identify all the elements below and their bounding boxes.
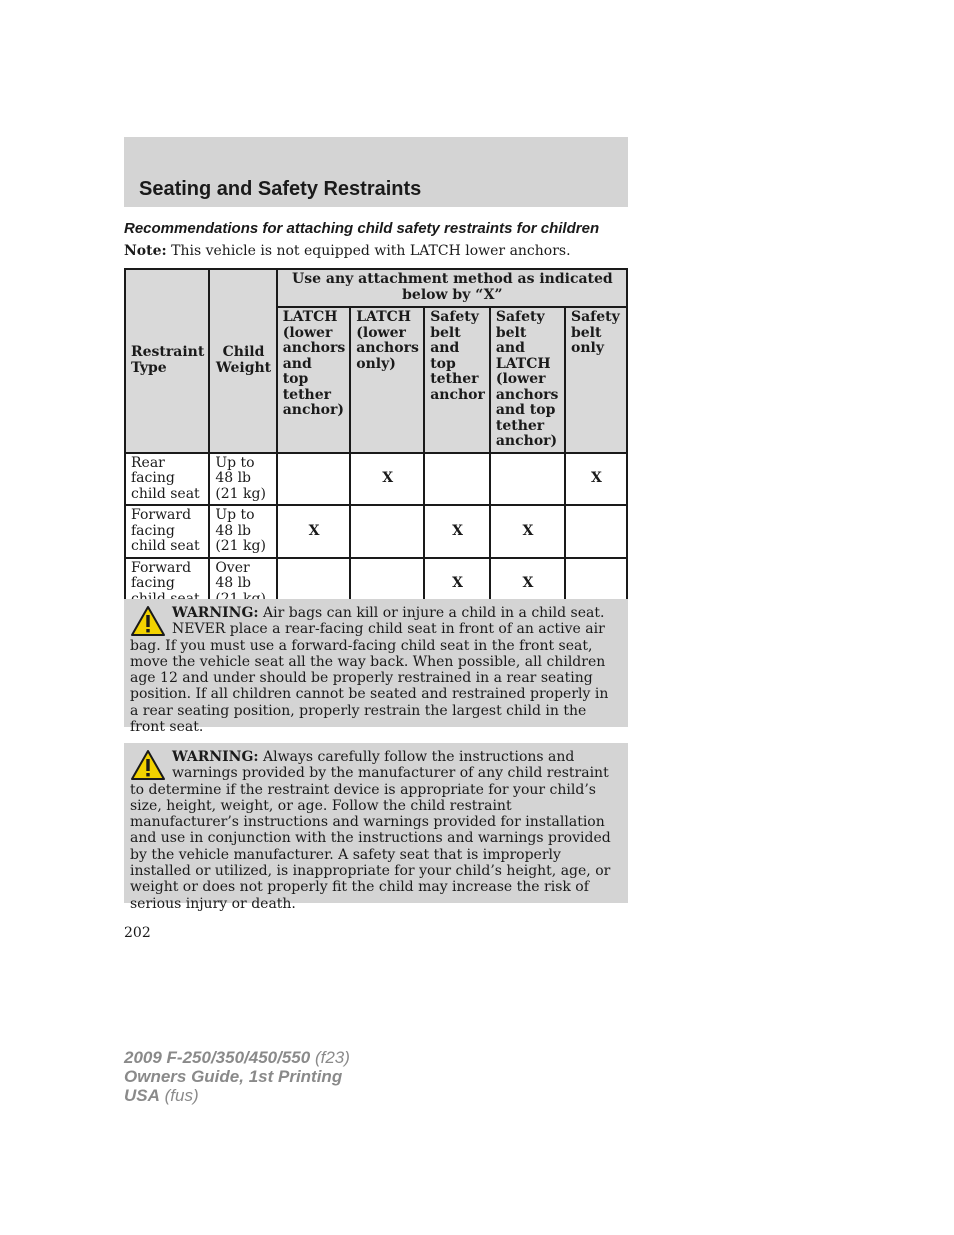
cell-line: child seat: [131, 538, 200, 554]
note: [124, 243, 571, 259]
header-method-3: [424, 307, 490, 453]
cell-line: anchors: [282, 340, 346, 356]
cell-line: anchors: [495, 386, 559, 403]
cell-line: anchor): [282, 402, 345, 418]
footer: 2009 F-250/350/450/550 (f23) Owners Guide, 1st Printing USA (fus): [124, 1048, 350, 1105]
warning-text: Always carefully follow the instructions and warnings provided by the manufacturer of any child restraint to determine if the restraint device is appropriate for your child’s size, height, weight, or age. Follow the child restraint manufacturer’s instructions and warnings provided for installation and use in conjunction with the instructions and warnings provided by the vehicle manufacturer. A safety seat that is improperly installed or utilized, is inappropriate for your child’s height, age, or weight or does not properly fit the child may increase the risk of serious injury or death.: [130, 749, 611, 912]
cell-line: LATCH: [356, 309, 412, 325]
cell-child-weight: [209, 453, 276, 506]
warning-text: Air bags can kill or injure a child in a child seat. NEVER place a rear-facing child seat in front of an active air bag. If you must use a forward-facing child seat in the front seat, move the vehicle seat all the way back. When possible, all children age 12 and under should be properly restrained in a rear seating position. If all children cannot be seated and restrained properly in a rear seating position, properly restrain the largest child in the front seat.: [130, 605, 609, 736]
cell-restraint-type: [125, 505, 209, 558]
cell-line: only: [570, 340, 604, 356]
cell-line: belt and: [495, 324, 527, 356]
cell-mark: X: [490, 505, 565, 558]
header-method-1: [277, 307, 351, 453]
cell-mark: [424, 453, 490, 506]
header-child-weight: Child Weight: [209, 269, 276, 453]
section-title: Seating and Safety Restraints: [139, 178, 422, 200]
cell-line: 48 lb: [215, 575, 252, 591]
section-header-band: [124, 137, 628, 207]
cell-mark: X: [424, 505, 490, 558]
cell-line: Forward: [131, 507, 192, 523]
warning-label: WARNING:: [172, 605, 259, 621]
cell-line: anchor): [495, 433, 558, 449]
header-method-5: [565, 307, 627, 453]
cell-line: anchor: [430, 386, 485, 403]
header-restraint-type: Restraint Type: [125, 269, 209, 453]
cell-line: 48 lb: [215, 470, 252, 486]
cell-line: 48 lb: [215, 522, 252, 539]
cell-mark: [350, 505, 424, 558]
cell-line: Safety: [495, 309, 545, 325]
header-method-2: [350, 307, 424, 453]
cell-line: facing: [131, 575, 175, 591]
page-number: 202: [124, 925, 151, 941]
cell-line: LATCH: [495, 355, 551, 372]
table-row: [125, 453, 627, 506]
warning-box-airbag: [124, 599, 628, 736]
cell-line: and: [282, 355, 312, 372]
cell-line: Over: [215, 559, 250, 576]
cell-line: tether: [282, 386, 332, 403]
cell-mark: [277, 453, 351, 506]
cell-line: tether: [495, 417, 545, 434]
cell-line: anchors: [356, 340, 419, 356]
warning-box-child-restraint: [124, 743, 628, 912]
warning-triangle-icon: [130, 749, 166, 781]
cell-line: and top: [495, 402, 556, 418]
cell-mark: X: [424, 558, 490, 611]
cell-line: facing: [131, 470, 175, 486]
cell-line: Safety: [570, 309, 620, 325]
cell-line: (lower: [356, 324, 406, 341]
cell-line: belt: [570, 324, 602, 341]
cell-line: Up to: [215, 507, 255, 523]
cell-line: Safety: [430, 309, 479, 325]
cell-line: Rear: [131, 454, 165, 471]
cell-line: facing: [131, 522, 175, 539]
cell-line: Forward: [131, 559, 192, 576]
cell-line: child seat: [131, 485, 200, 502]
cell-line: Up to: [215, 454, 255, 471]
table-row: [125, 505, 627, 558]
cell-line: (lower: [495, 371, 546, 387]
cell-line: LATCH: [282, 309, 338, 325]
cell-mark: X: [565, 453, 627, 506]
cell-mark: X: [490, 558, 565, 611]
cell-mark: X: [350, 453, 424, 506]
note-text: This vehicle is not equipped with LATCH lower anchors.: [166, 243, 571, 259]
cell-line: (21 kg): [215, 538, 266, 554]
note-label: Note:: [124, 243, 167, 259]
subheading: Recommendations for attaching child safety restraints for children: [124, 220, 600, 237]
header-method-4: [490, 307, 565, 453]
cell-mark: [490, 453, 565, 506]
cell-line: tether: [430, 371, 479, 387]
cell-mark: X: [277, 505, 351, 558]
cell-line: belt: [430, 324, 461, 341]
cell-line: (lower: [282, 324, 333, 341]
warning-triangle-icon: [130, 605, 166, 637]
cell-line: (21 kg): [215, 485, 266, 502]
header-attachment-method: Use any attachment method as indicated below by “X”: [277, 269, 627, 307]
cell-line: only): [356, 355, 396, 372]
cell-child-weight: [209, 505, 276, 558]
cell-line: top: [430, 355, 456, 372]
cell-line: and: [430, 340, 460, 356]
cell-mark: [565, 505, 627, 558]
cell-line: top: [282, 371, 309, 387]
restraint-table: [124, 268, 628, 611]
cell-restraint-type: [125, 453, 209, 506]
warning-label: WARNING:: [172, 749, 259, 765]
